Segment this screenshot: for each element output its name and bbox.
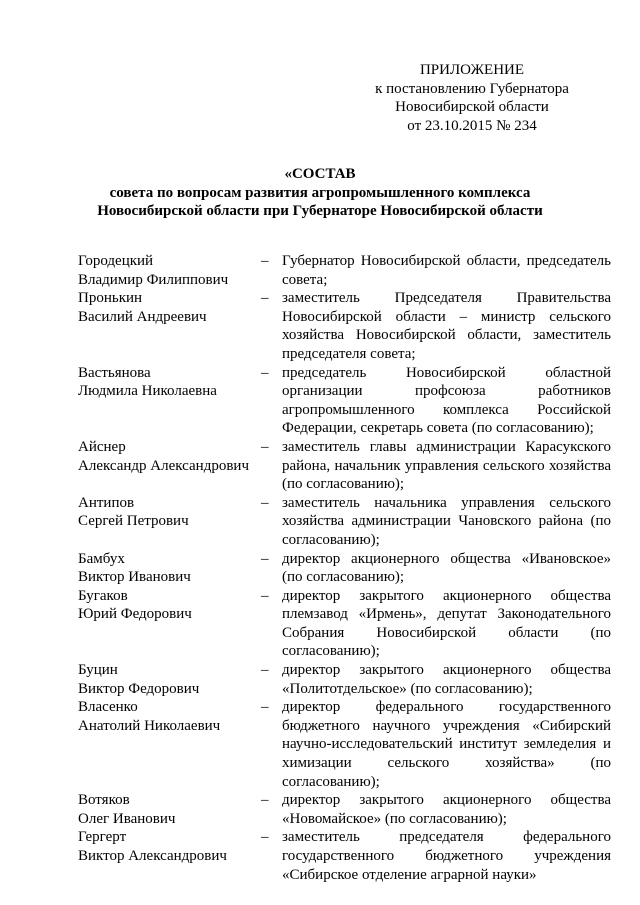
member-role: заместитель Председателя Правительства Новосибирской области – министр сельского хозяйства Новосибирской области, заместитель председателя совета; (282, 290, 611, 362)
member-name (78, 364, 261, 401)
member-given-name: Олег Иванович (78, 810, 176, 827)
member-given-name: Виктор Иванович (78, 569, 191, 586)
member-role: председатель Новосибирской областной организации профсоюза работников агропромышленного комплекса Российской Федерации, секретарь совета (по согласованию); (282, 364, 611, 437)
appendix-date-number: от 23.10.2015 № 234 (407, 117, 537, 134)
appendix-title: ПРИЛОЖЕНИЕ (419, 62, 525, 78)
appendix-line: Новосибирской области (395, 99, 549, 116)
document-title (0, 165, 640, 221)
member-role: директор закрытого акционерного общества «Политотдельское» (по согласованию); (282, 662, 611, 697)
member-role: директор акционерного общества «Ивановское» (по согласованию); (282, 550, 611, 586)
member-given-name: Виктор Александрович (78, 848, 227, 864)
member-surname: Антипов (78, 494, 135, 511)
member-given-name: Василий Андреевич (78, 308, 207, 325)
member-role: заместитель главы администрации Карасукского района, начальник управления сельского хозяйства (по согласованию); (282, 438, 611, 493)
member-row (78, 494, 612, 550)
member-given-name: Сергей Петрович (78, 513, 189, 530)
appendix-line: к постановлению Губернатора (375, 80, 569, 97)
member-row (78, 587, 612, 661)
member-role: директор закрытого акционерного общества «Новомайское» (по согласованию); (282, 792, 611, 827)
member-name (78, 550, 261, 587)
member-row (78, 791, 612, 828)
member-given-name: Юрий Федорович (78, 606, 192, 623)
member-row (78, 828, 612, 884)
member-dash: – (261, 494, 269, 511)
member-role: заместитель начальника управления сельского хозяйства администрации Чановского района (по согласованию); (282, 494, 611, 548)
member-surname: Власенко (78, 699, 138, 716)
member-dash: – (261, 364, 269, 381)
member-name (78, 828, 261, 865)
member-role: директор федерального государственного бюджетного научного учреждения «Сибирский научно-исследовательский институт земледелия и химизации сельского хозяйства» (по согласованию); (282, 699, 611, 790)
member-dash: – (261, 662, 269, 679)
member-surname: Вастьянова (78, 364, 151, 381)
member-surname: Гергерт (78, 829, 127, 846)
member-dash: – (261, 792, 269, 809)
member-surname: Вотяков (78, 792, 130, 809)
member-name (78, 661, 261, 698)
member-name (78, 791, 261, 828)
member-surname: Буцин (78, 662, 118, 679)
member-surname: Городецкий (78, 253, 154, 269)
member-role: заместитель председателя федерального государственного бюджетного учреждения «Сибирское отделение аграрной науки» (282, 829, 611, 883)
member-dash: – (261, 550, 269, 567)
member-row (78, 550, 612, 587)
member-dash: – (261, 587, 269, 604)
member-given-name: Владимир Филиппович (78, 271, 229, 288)
member-dash: – (261, 253, 269, 269)
title-line: Новосибирской области при Губернаторе Новосибирской области (97, 203, 543, 220)
member-given-name: Виктор Федорович (78, 680, 200, 697)
member-dash: – (261, 699, 269, 716)
member-surname: Бугаков (78, 587, 128, 604)
member-row (78, 698, 612, 791)
member-dash: – (261, 290, 269, 307)
member-role: директор закрытого акционерного общества племзавод «Ирмень», депутат Законодательного Собрания Новосибирской области (по согласованию); (282, 587, 611, 660)
appendix-header (362, 61, 582, 135)
member-name (78, 438, 261, 475)
member-row (78, 661, 612, 698)
member-given-name: Александр Александрович (78, 457, 249, 474)
title-line: совета по вопросам развития агропромышленного комплекса (109, 184, 531, 201)
member-row (78, 438, 612, 494)
member-name (78, 252, 261, 289)
member-surname: Пронькин (78, 290, 143, 307)
member-row (78, 364, 612, 438)
member-dash: – (261, 438, 269, 455)
member-row (78, 289, 612, 363)
member-name (78, 587, 261, 624)
member-row (78, 252, 612, 289)
member-name (78, 494, 261, 531)
member-given-name: Людмила Николаевна (78, 383, 217, 400)
member-dash: – (261, 829, 269, 846)
title-line: «СОСТАВ (284, 166, 356, 182)
member-surname: Айснер (78, 438, 126, 455)
member-surname: Бамбух (78, 550, 125, 567)
members-list (78, 252, 612, 884)
member-role: Губернатор Новосибирской области, председатель совета; (282, 253, 611, 288)
member-given-name: Анатолий Николаевич (78, 717, 221, 734)
member-name (78, 698, 261, 735)
member-name (78, 289, 261, 326)
